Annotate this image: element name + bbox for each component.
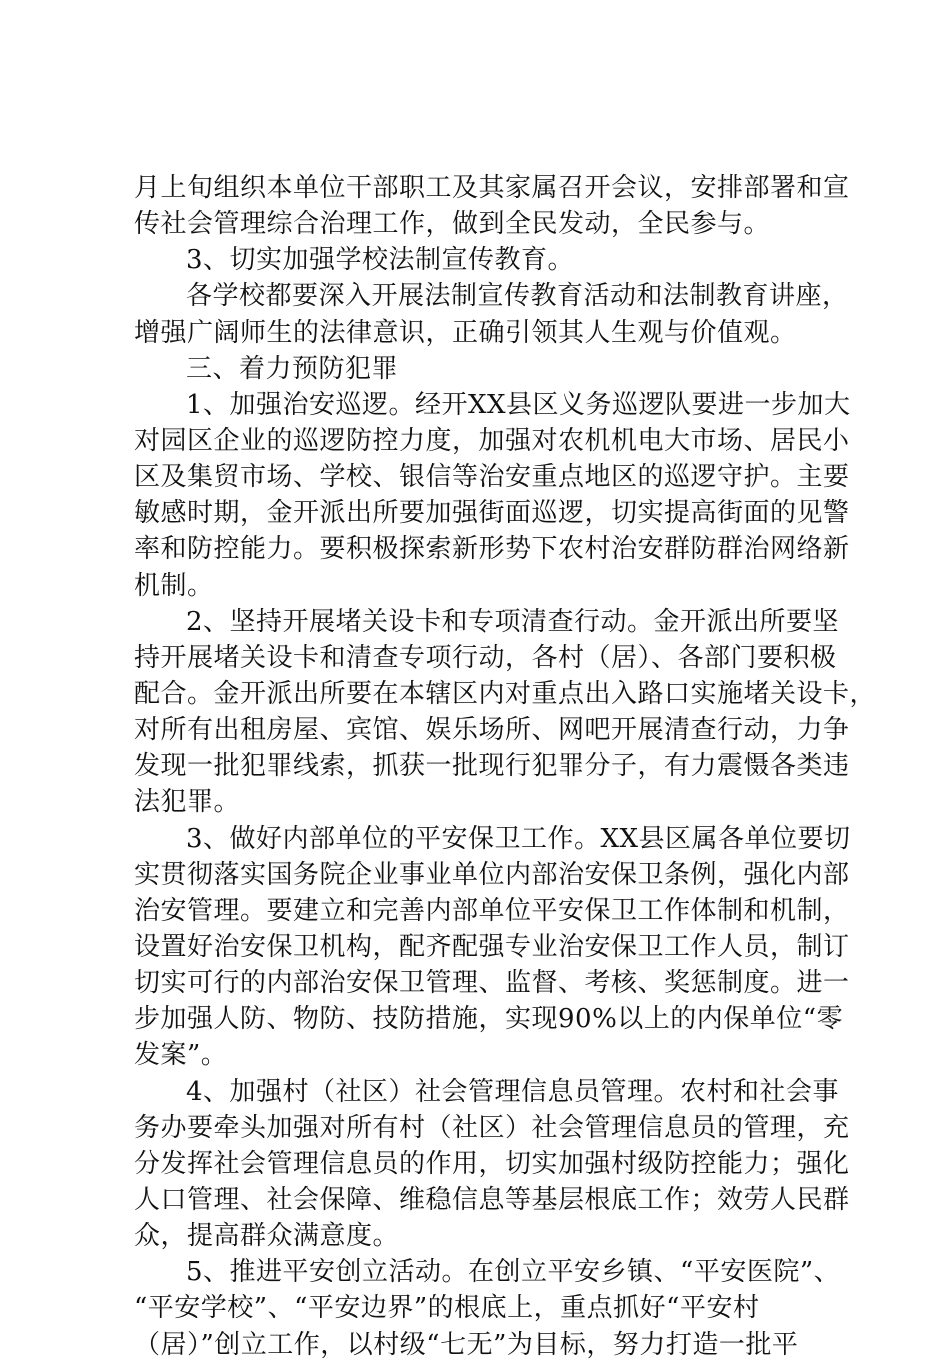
text-line: 5、推进平安创立活动。在创立平安乡镇、“平安医院”、	[186, 1257, 841, 1288]
text-line: 区及集贸市场、学校、银信等治安重点地区的巡逻守护。主要	[134, 462, 850, 493]
text-line: 实贯彻落实国务院企业事业单位内部治安保卫条例，强化内部	[134, 859, 850, 890]
text-line: 设置好治安保卫机构，配齐配强专业治安保卫工作人员，制订	[134, 931, 850, 962]
text-line: 众，提高群众满意度。	[134, 1221, 400, 1252]
text-line: 2、坚持开展堵关设卡和专项清查行动。金开派出所要坚	[186, 606, 840, 637]
text-line: 对园区企业的巡逻防控力度，加强对农机机电大市场、居民小	[134, 425, 850, 456]
text-line: 持开展堵关设卡和清查专项行动，各村（居）、各部门要积极	[134, 642, 837, 673]
text-line: 3、切实加强学校法制宣传教育。	[186, 245, 575, 276]
text-line: 步加强人防、物防、技防措施，实现90%以上的内保单位“零	[134, 1004, 844, 1035]
text-line: 发案”。	[134, 1040, 228, 1071]
text-line: 月上旬组织本单位干部职工及其家属召开会议，安排部署和宣	[134, 173, 850, 203]
text-line: 人口管理、社会保障、维稳信息等基层根底工作；效劳人民群	[134, 1184, 850, 1215]
text-line: 敏感时期，金开派出所要加强街面巡逻，切实提高街面的见警	[134, 498, 850, 529]
text-line: 法犯罪。	[134, 787, 241, 818]
text-line: 对所有出租房屋、宾馆、娱乐场所、网吧开展清查行动，力争	[134, 715, 850, 746]
text-line: 增强广阔师生的法律意识，正确引领其人生观与价值观。	[134, 317, 797, 348]
text-line: 分发挥社会管理信息员的作用，切实加强村级防控能力；强化	[134, 1148, 850, 1179]
text-line: 4、加强村（社区）社会管理信息员管理。农村和社会事	[186, 1076, 840, 1107]
text-line: “平安学校”、“平安边界”的根底上，重点抓好“平安村	[134, 1293, 760, 1324]
text-line: 3、做好内部单位的平安保卫工作。XX县区属各单位要切	[186, 823, 851, 854]
text-line: 1、加强治安巡逻。经开XX县区义务巡逻队要进一步加大	[186, 389, 851, 420]
text-line: 传社会管理综合治理工作，做到全民发动，全民参与。	[134, 209, 771, 240]
document-body	[134, 170, 877, 1363]
text-line: 发现一批犯罪线索，抓获一批现行犯罪分子，有力震慑各类违	[134, 751, 850, 782]
text-line: 务办要牵头加强对所有村（社区）社会管理信息员的管理，充	[134, 1112, 850, 1143]
text-line: 机制。	[134, 570, 214, 601]
text-line: 率和防控能力。要积极探索新形势下农村治安群防群治网络新	[134, 534, 850, 565]
text-line: （居）”创立工作，以村级“七无”为目标，努力打造一批平	[134, 1329, 799, 1360]
text-line: 三、着力预防犯罪	[186, 353, 399, 384]
text-line: 治安管理。要建立和完善内部单位平安保卫工作体制和机制，	[134, 895, 850, 926]
text-line: 配合。金开派出所要在本辖区内对重点出入路口实施堵关设卡，	[134, 678, 877, 709]
text-line: 切实可行的内部治安保卫管理、监督、考核、奖惩制度。进一	[134, 968, 850, 999]
text-line: 各学校都要深入开展法制宣传教育活动和法制教育讲座，	[186, 281, 849, 312]
